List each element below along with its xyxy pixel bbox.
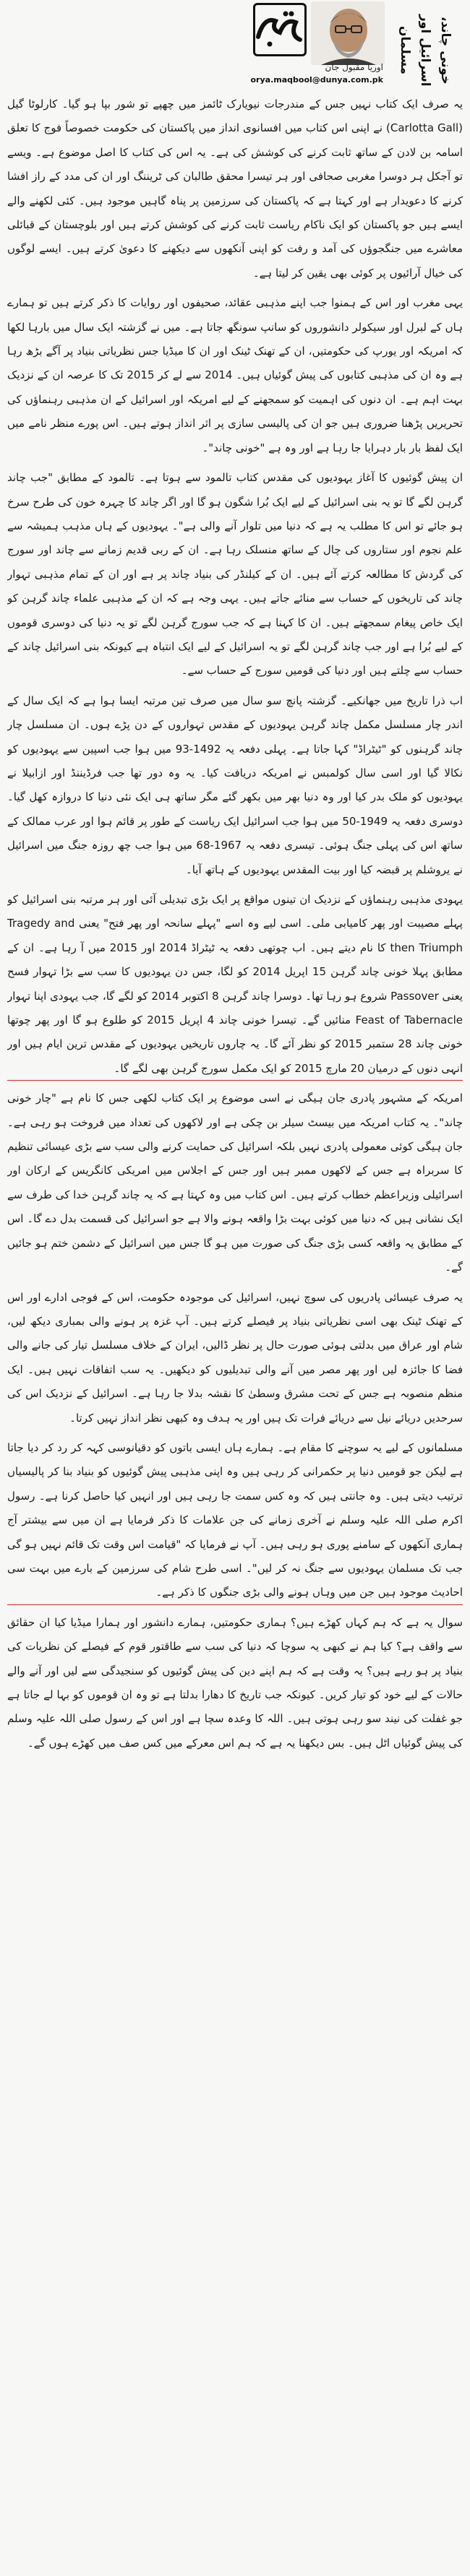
paragraph-3: ان پیش گوئیوں کا آغاز یہودیوں کی مقدس کتاب تالمود سے ہوتا ہے۔ تالمود کے مطابق "جب چاند گرہن لگے گا تو یہ بنی اسرائیل کے لیے ایک بُرا شگون ہو گا اور اگر چاند کا چہرہ خون کی طرح سرخ ہو جائے تو اس کا مطلب یہ ہے کہ دنیا میں تلوار آنے والی ہے"۔ یہودیوں کے ہاں مذہب ہمیشہ سے علم نجوم اور ستاروں کی چال کے ساتھ منسلک رہا ہے۔ ان کے ربی قدیم زمانے سے چاند اور سورج کی گردش کا مطالعہ کرتے آئے ہیں۔ ان کے کیلنڈر کی بنیاد چاند پر ہے اور ان کے تمام مذہبی تہوار چاند کی تاریخوں کے حساب سے منائے جاتے ہیں۔ یہی وجہ ہے کہ ان کے مذہبی علماء چاند گرہن کو ایک خاص پیغام سمجھتے ہیں۔ ان کا کہنا ہے کہ جب سورج گرہن لگے تو یہ دنیا کی دوسری قوموں کے لیے بُرا ہے اور جب چاند گرہن لگے تو یہ اسرائیل کے لیے ایک انتباہ ہے کیونکہ بنی اسرائیل چاند کے حساب سے چلتے ہیں اور دنیا کی قومیں سورج کے حساب سے۔ <box>7 471 463 678</box>
paragraph-1: یہ صرف ایک کتاب نہیں جس کے مندرجات نیویارک ٹائمز میں چھپے تو شور بپا ہو گیا۔ کارلوٹا گیل (Carlotta Gall) نے اپنی اس کتاب میں افسانوی انداز میں پاکستان کی حکومت خصوصاً فوج کا تعلق اسامہ بن لادن کے ساتھ ثابت کرنے کی کوشش کی ہے۔ یہ اس کی کتاب کا اصل موضوع ہے۔ ویسے تو آجکل ہر دوسرا مغربی صحافی اور ہر تیسرا محقق طالبان کی ٹریننگ اور ان کی مدد کے راز افشا کرنے کا دعویدار ہے اور کہتا ہے کہ پاکستان کی سرزمین پر پناہ گاہیں موجود ہیں۔ کئی لکھنے والے ایسے ہیں جو پاکستان کو ایک ناکام ریاست ثابت کرنے کی کوشش کرتے ہیں اور بلوچستان کے قبائلی معاشرے میں جنگجوؤں کی آمد و رفت کو اپنی آنکھوں سے دیکھنے کا دعویٰ کرتے ہیں۔ ایسے لوگوں کی خیال آرائیوں پر کوئی بھی یقین کر لیتا ہے۔ <box>7 98 463 280</box>
newspaper-logo-icon <box>254 8 304 51</box>
author-email[interactable]: orya.maqbool@dunya.com.pk <box>250 75 383 85</box>
column-logo <box>249 0 309 59</box>
paragraph-6: امریکہ کے مشہور پادری جان ہیگی نے اسی موضوع پر ایک کتاب لکھی جس کا نام ہے "چار خونی چاند"۔ یہ کتاب امریکہ میں بیسٹ سیلر بن چکی ہے اور لاکھوں کی تعداد میں فروخت ہو رہی ہے۔ جان ہیگی کوئی معمولی پادری نہیں بلکہ اسرائیل کی حمایت کرنے والی سب سے بڑی عیسائی تنظیم کا سربراہ ہے جس کے لاکھوں ممبر ہیں اور جس کے اجلاس میں امریکی کانگریس کے ارکان اور اسرائیلی وزیراعظم خطاب کرتے ہیں۔ اس کتاب میں وہ کہتا ہے کہ یہ چاند گرہن خدا کی طرف سے ایک نشانی ہیں کہ دنیا میں کوئی بہت بڑا واقعہ ہونے والا ہے جو اسرائیل کی قسمت بدل دے گا۔ اس کے مطابق یہ واقعہ کسی بڑی جنگ کی صورت میں ہو گا جس میں اسرائیل کے دشمن ختم ہو جائیں گے۔ <box>7 1092 463 1274</box>
paragraph-7: یہ صرف عیسائی پادریوں کی سوچ نہیں، اسرائیل کی موجودہ حکومت، اس کے فوجی ادارے اور اس کے تھنک ٹینک بھی اسی نظریاتی بنیاد پر فیصلے کرتے ہیں۔ آپ غزہ پر ہونے والی بمباری دیکھ لیں، شام اور عراق میں بدلتی ہوئی صورت حال پر نظر ڈالیں، ایران کے خلاف مسلسل تیار کی جانے والی فضا کا جائزہ لیں اور پھر مصر میں آنے والی تبدیلیوں کو دیکھیں۔ یہ سب اتفاقات نہیں ہیں۔ ایک منظم منصوبہ ہے جس کے تحت مشرق وسطیٰ کا نقشہ بدلا جا رہا ہے۔ اسرائیل کے نزدیک اس کی سرحدیں دریائے نیل سے دریائے فرات تک ہیں اور یہ ہدف وہ کبھی نظر انداز نہیں کرتا۔ <box>7 1290 463 1425</box>
paragraph-2: یہی مغرب اور اس کے ہمنوا جب اپنے مذہبی عقائد، صحیفوں اور روایات کا ذکر کرتے ہیں تو ہمارے ہاں کے لبرل اور سیکولر دانشوروں کو سانپ سونگھ جاتا ہے۔ میں نے گزشتہ ایک سال میں بارہا لکھا کہ امریکہ اور یورپ کی حکومتیں، ان کے تھنک ٹینک اور ان کا میڈیا جس نظریاتی بنیاد پر آگے بڑھ رہا ہے وہ ان کی مذہبی کتابوں کی پیش گوئیاں ہیں۔ 2014 سے لے کر 2015 تک کا عرصہ ان کے نزدیک بہت اہم ہے۔ ان دنوں کی اہمیت کو سمجھنے کے لیے امریکہ اور اسرائیل کے ان مذہبی رہنماؤں کی تحریریں پڑھنا ضروری ہیں جو ان کی پالیسی سازی پر اثر انداز ہوتے ہیں۔ اس پورے منظر نامے میں ایک لفظ بار بار دہرایا جا رہا ہے اور وہ ہے "خونی چاند"۔ <box>7 296 463 454</box>
paragraph-8: مسلمانوں کے لیے یہ سوچنے کا مقام ہے۔ ہمارے ہاں ایسی باتوں کو دقیانوسی کہہ کر رد کر دیا جاتا ہے لیکن جو قومیں دنیا پر حکمرانی کر رہی ہیں وہ اپنی مذہبی پیش گوئیوں کو بنیاد بنا کر پالیسیاں ترتیب دیتی ہیں۔ وہ جانتی ہیں کہ وہ کس سمت جا رہی ہیں اور انہیں کیا حاصل کرنا ہے۔ رسول اکرم صلی اللہ علیہ وسلم نے آخری زمانے کی جن علامات کا ذکر فرمایا ہے ان میں سے بیشتر آج ہماری آنکھوں کے سامنے پوری ہو رہی ہیں۔ آپ نے فرمایا کہ "قیامت اس وقت تک قائم نہیں ہو گی جب تک مسلمان یہودیوں سے جنگ نہ کر لیں"۔ اسی طرح شام کی سرزمین کے بارے میں بہت سی احادیث موجود ہیں جن میں وہاں ہونے والی بڑی جنگوں کا ذکر ہے۔ <box>7 1440 463 1599</box>
column-title: خونی چاند، اسرائیل اور مسلمان <box>398 14 453 87</box>
column-header <box>0 0 470 91</box>
paragraph-5: یہودی مذہبی رہنماؤں کے نزدیک ان تینوں مواقع پر ایک بڑی تبدیلی آئی اور ہر مرتبہ بنی اسرائیل کو پہلے مصیبت اور پھر کامیابی ملی۔ اسی لیے وہ اسے "پہلے سانحہ اور پھر فتح" یعنی Tragedy and then Triumph کا نام دیتے ہیں۔ اب چوتھی دفعہ یہ ٹیٹراڈ 2014 اور 2015 میں آ رہا ہے۔ ان کے مطابق پہلا خونی چاند گرہن 15 اپریل 2014 کو لگا، جس دن یہودیوں کا سب سے بڑا تہوار فسح یعنی Passover شروع ہو رہا تھا۔ دوسرا چاند گرہن 8 اکتوبر 2014 کو لگے گا، جب یہودی اپنا تہوار Feast of Tabernacle منائیں گے۔ تیسرا خونی چاند 4 اپریل 2015 کو طلوع ہو گا اور پھر چوتھا خونی چاند 28 ستمبر 2015 کو نظر آئے گا۔ یہ چاروں تاریخیں یہودیوں کے مقدس ترین ایام ہیں اور انہی دنوں کے درمیان 20 مارچ 2015 کو ایک مکمل سورج گرہن بھی لگے گا۔ <box>7 893 463 1075</box>
paragraph-4: اب ذرا تاریخ میں جھانکیے۔ گزشتہ پانچ سو سال میں صرف تین مرتبہ ایسا ہوا ہے کہ ایک سال کے اندر چار مسلسل مکمل چاند گرہن یہودیوں کے مقدس تہواروں کے دن پڑے ہوں۔ ان مسلسل چار چاند گرہنوں کو "ٹیٹراڈ" کہا جاتا ہے۔ پہلی دفعہ یہ 1492-93 میں ہوا جب اسپین سے یہودیوں کو نکالا گیا اور اسی سال کولمبس نے امریکہ دریافت کیا۔ یہ وہ دور تھا جب فرڈیننڈ اور ازابیلا نے یہودیوں کو ملک بدر کیا اور وہ دنیا بھر میں بکھر گئے مگر ساتھ ہی ایک نئی دنیا کا دروازہ کھل گیا۔ دوسری دفعہ یہ 1949-50 میں ہوا جب اسرائیل ایک ریاست کے طور پر قائم ہوا اور عرب ممالک کے ساتھ اس کی پہلی جنگ ہوئی۔ تیسری دفعہ یہ 1967-68 میں ہوا جب چھ روزہ جنگ میں اسرائیل نے یروشلم پر قبضہ کیا اور بیت المقدس یہودیوں کے ہاتھ آیا۔ <box>7 693 463 876</box>
author-portrait-icon <box>311 1 385 65</box>
paragraph-9: سوال یہ ہے کہ ہم کہاں کھڑے ہیں؟ ہماری حکومتیں، ہمارے دانشور اور ہمارا میڈیا کیا ان حقائق سے واقف ہے؟ کیا ہم نے کبھی یہ سوچا کہ دنیا کی سب سے طاقتور قوم کے فیصلے کن نظریات کی بنیاد پر ہو رہے ہیں؟ یہ وقت ہے کہ ہم اپنے دین کی پیش گوئیوں کو سنجیدگی سے لیں اور آنے والے حالات کے لیے خود کو تیار کریں۔ کیونکہ جب تاریخ کا دھارا بدلتا ہے تو وہ ان قوموں کو بہا لے جاتا ہے جو غفلت کی نیند سو رہی ہوتی ہیں۔ اللہ کا وعدہ سچا ہے اور اس کے رسول صلی اللہ علیہ وسلم کی پیش گوئیاں اٹل ہیں۔ بس دیکھنا یہ ہے کہ ہم اس معرکے میں کس صف میں کھڑے ہوں گے۔ <box>7 1615 463 1750</box>
author-byline: اوریا مقبول جان <box>325 62 383 72</box>
article-body <box>7 92 463 2569</box>
author-photo <box>311 1 385 65</box>
